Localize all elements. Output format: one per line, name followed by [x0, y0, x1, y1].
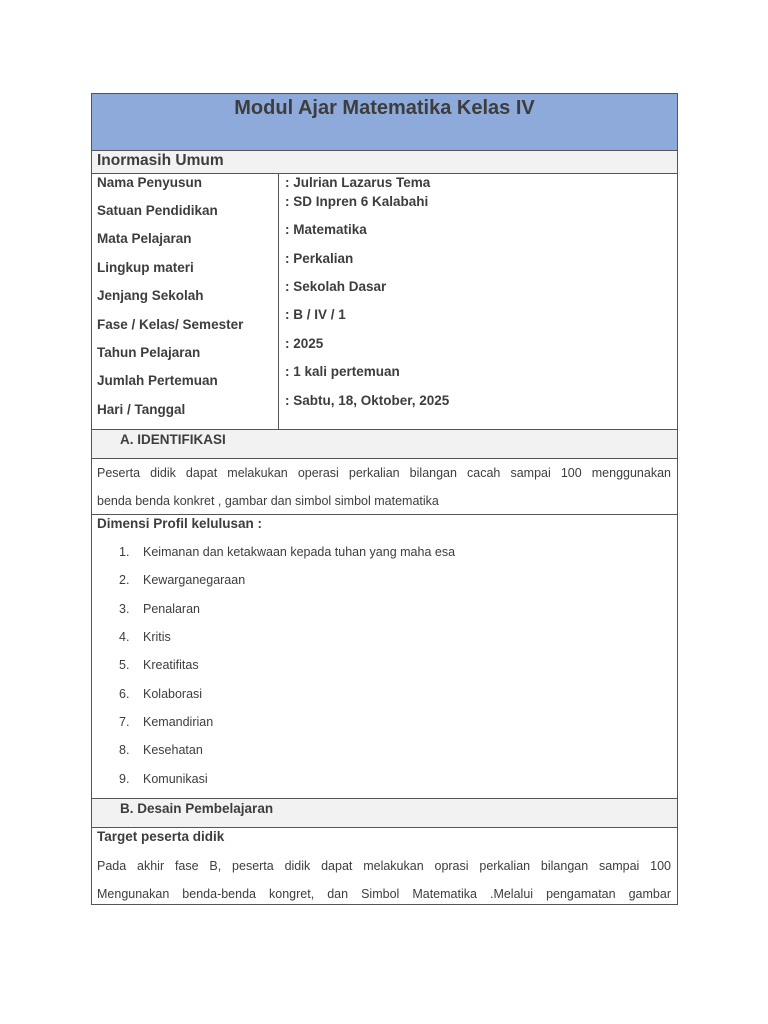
column-divider — [278, 174, 279, 429]
value-mata-pelajaran: : Matematika — [285, 222, 367, 237]
value-nama-penyusun: : Julrian Lazarus Tema — [285, 175, 431, 190]
value-fase-kelas-semester: : B / IV / 1 — [285, 307, 346, 322]
list-item: 2. Kewarganegaraan — [119, 573, 246, 587]
desain-heading: B. Desain Pembelajaran — [120, 801, 274, 816]
label-fase-kelas-semester: Fase / Kelas/ Semester — [97, 317, 244, 332]
label-jenjang-sekolah: Jenjang Sekolah — [97, 288, 204, 303]
target-line-2: Mengunakan benda-benda kongret, dan Simbol Matematika .Melalui pengamatan gambar — [97, 887, 671, 901]
desain-header — [91, 799, 678, 828]
label-mata-pelajaran: Mata Pelajaran — [97, 231, 192, 246]
target-line-1: Pada akhir fase B, peserta didik dapat melakukan oprasi perkalian bilangan sampai 100 — [97, 859, 671, 873]
value-hari-tanggal: : Sabtu, 18, Oktober, 2025 — [285, 393, 450, 408]
target-heading: Target peserta didik — [97, 829, 225, 844]
label-tahun-pelajaran: Tahun Pelajaran — [97, 345, 201, 360]
list-item: 7. Kemandirian — [119, 715, 214, 729]
list-item: 3. Penalaran — [119, 602, 200, 616]
module-document — [91, 93, 678, 905]
list-item: 8. Kesehatan — [119, 743, 203, 757]
profil-kelulusan — [91, 515, 678, 799]
info-section-header — [91, 151, 678, 174]
value-jumlah-pertemuan: : 1 kali pertemuan — [285, 364, 400, 379]
list-item: 4. Kritis — [119, 630, 171, 644]
list-item: 6. Kolaborasi — [119, 687, 203, 701]
info-table — [91, 174, 678, 430]
label-jumlah-pertemuan: Jumlah Pertemuan — [97, 373, 218, 388]
label-nama-penyusun: Nama Penyusun — [97, 175, 203, 190]
label-hari-tanggal: Hari / Tanggal — [97, 402, 186, 417]
identifikasi-header — [91, 430, 678, 459]
profil-heading: Dimensi Profil kelulusan : — [97, 516, 263, 531]
title-row — [91, 93, 678, 151]
document-title: Modul Ajar Matematika Kelas IV — [234, 97, 535, 119]
identifikasi-line-2: benda benda konkret , gambar dan simbol simbol matematika — [97, 494, 439, 508]
identifikasi-body — [91, 459, 678, 515]
value-lingkup-materi: : Perkalian — [285, 251, 354, 266]
list-item: 1. Keimanan dan ketakwaan kepada tuhan yang maha esa — [119, 545, 456, 559]
list-item: 9. Komunikasi — [119, 772, 208, 786]
target-peserta-didik — [91, 828, 678, 905]
label-lingkup-materi: Lingkup materi — [97, 260, 194, 275]
list-item: 5. Kreatifitas — [119, 658, 199, 672]
identifikasi-line-1: Peserta didik dapat melakukan operasi perkalian bilangan cacah sampai 100 menggunakan — [97, 466, 671, 480]
info-section-title: Inormasih Umum — [97, 152, 224, 169]
value-tahun-pelajaran: : 2025 — [285, 336, 324, 351]
value-satuan-pendidikan: : SD Inpren 6 Kalabahi — [285, 194, 429, 209]
label-satuan-pendidikan: Satuan Pendidikan — [97, 203, 218, 218]
identifikasi-heading: A. IDENTIFIKASI — [120, 432, 226, 447]
value-jenjang-sekolah: : Sekolah Dasar — [285, 279, 387, 294]
